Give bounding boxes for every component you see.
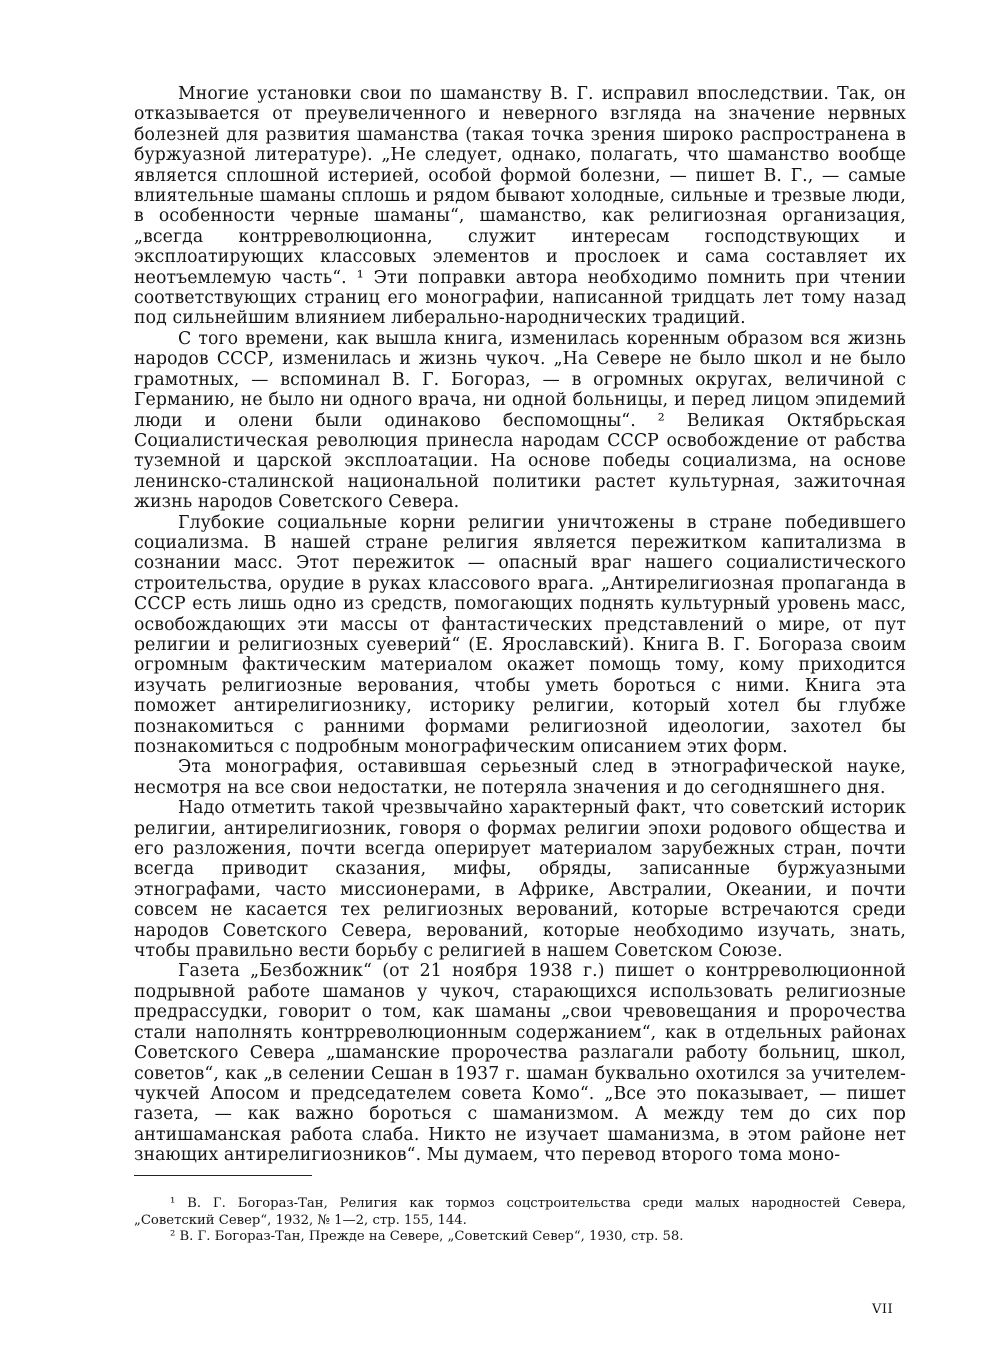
footnotes	[134, 1196, 906, 1246]
paragraph: Многие установки свои по шаманству В. Г. исправил впоследствии. Так, он отказывается от преувеличенного и неверного взгляда на значение нервных болезней для развития шаманства (такая точка зрения широко распространена в буржуазной литературе). „Не следует, однако, полагать, что шаманство вообще является сплошной истерией, особой формой болезни, — пишет В. Г., — самые влиятельные шаманы сплошь и рядом бывают холодные, сильные и трезвые люди, в особенности черные шаманы“, шаманство, как религиозная организация, „всегда контрреволюционна, служит интересам господствующих и эксплоатирующих классовых элементов и прослоек и сама составляет их неотъемлемую часть“. ¹ Эти поправки автора необходимо помнить при чтении соответствующих страниц его монографии, написанной тридцать лет тому назад под сильнейшим влиянием либерально-народнических традиций.	[134, 84, 906, 329]
page-body	[134, 84, 906, 1166]
paragraph: Надо отметить такой чрезвычайно характерный факт, что советский историк религии, антирелигиозник, говоря о формах религии эпохи родового общества и его разложения, почти всегда оперирует материалом зарубежных стран, почти всегда приводит сказания, мифы, обряды, записанные буржуазными этнографами, часто миссионерами, в Африке, Австралии, Океании, и почти совсем не касается тех религиозных верований, которые встречаются среди народов Советского Севера, верований, которые необходимо изучать, знать, чтобы правильно вести борьбу с религией в нашем Советском Союзе.	[134, 798, 906, 962]
paragraph: Эта монография, оставившая серьезный след в этнографической науке, несмотря на все свои недостатки, не потеряла значения и до сегодняшнего дня.	[134, 757, 906, 798]
paragraph: Газета „Безбожник“ (от 21 ноября 1938 г.) пишет о контрреволюционной подрывной работе шаманов у чукоч, старающихся использовать религиозные предрассудки, говорит о том, как шаманы „свои чревовещания и пророчества стали наполнять контрреволюционным содержанием“, как в отдельных районах Советского Севера „шаманские пророчества разлагали работу больниц, школ, советов“, как „в селении Сешан в 1937 г. шаман буквально охотился за учителем-чукчей Апосом и председателем совета Комо“. „Все это показывает, — пишет газета, — как важно бороться с шаманизмом. А между тем до сих пор антишаманская работа слаба. Никто не изучает шаманизма, в этом районе нет знающих антирелигиозников“. Мы думаем, что перевод второго тома моно-	[134, 961, 906, 1166]
paragraph: С того времени, как вышла книга, изменилась коренным образом вся жизнь народов СССР, изменилась и жизнь чукоч. „На Севере не было школ и не было грамотных, — вспоминал В. Г. Богораз, — в огромных округах, величиной с Германию, не было ни одного врача, ни одной больницы, и перед лицом эпидемий люди и олени были одинаково беспомощны“. ² Великая Октябрьская Социалистическая революция принесла народам СССР освобождение от рабства туземной и царской эксплоатации. На основе победы социализма, на основе ленинско-сталинской национальной политики растет культурная, зажиточная жизнь народов Советского Севера.	[134, 328, 906, 513]
page-number: VII	[872, 1302, 894, 1317]
footnote: ¹ В. Г. Богораз-Тан, Религия как тормоз соцстроительства среди малых народностей Севера, „Советский Север“, 1932, № 1—2, стр. 155, 144.	[134, 1196, 906, 1228]
footnote-divider	[134, 1175, 312, 1176]
footnote: ² В. Г. Богораз-Тан, Прежде на Севере, „Советский Север“, 1930, стр. 58.	[170, 1229, 684, 1244]
paragraph: Глубокие социальные корни религии уничтожены в стране победившего социализма. В нашей стране религия является пережитком капитализма в сознании масс. Этот пережиток — опасный враг нашего социалистического строительства, орудие в руках классового врага. „Антирелигиозная пропаганда в СССР есть лишь одно из средств, помогающих поднять культурный уровень масс, освобождающих эти массы от фантастических представлений о мире, от пут религии и религиозных суеверий“ (Е. Ярославский). Книга В. Г. Богораза своим огромным фактическим материалом окажет помощь тому, кому приходится изучать религиозные верования, чтобы уметь бороться с ними. Книга эта поможет антирелигиознику, историку религии, который хотел бы глубже познакомиться с ранними формами религиозной идеологии, захотел бы познакомиться с подробным монографическим описанием этих форм.	[134, 512, 906, 757]
